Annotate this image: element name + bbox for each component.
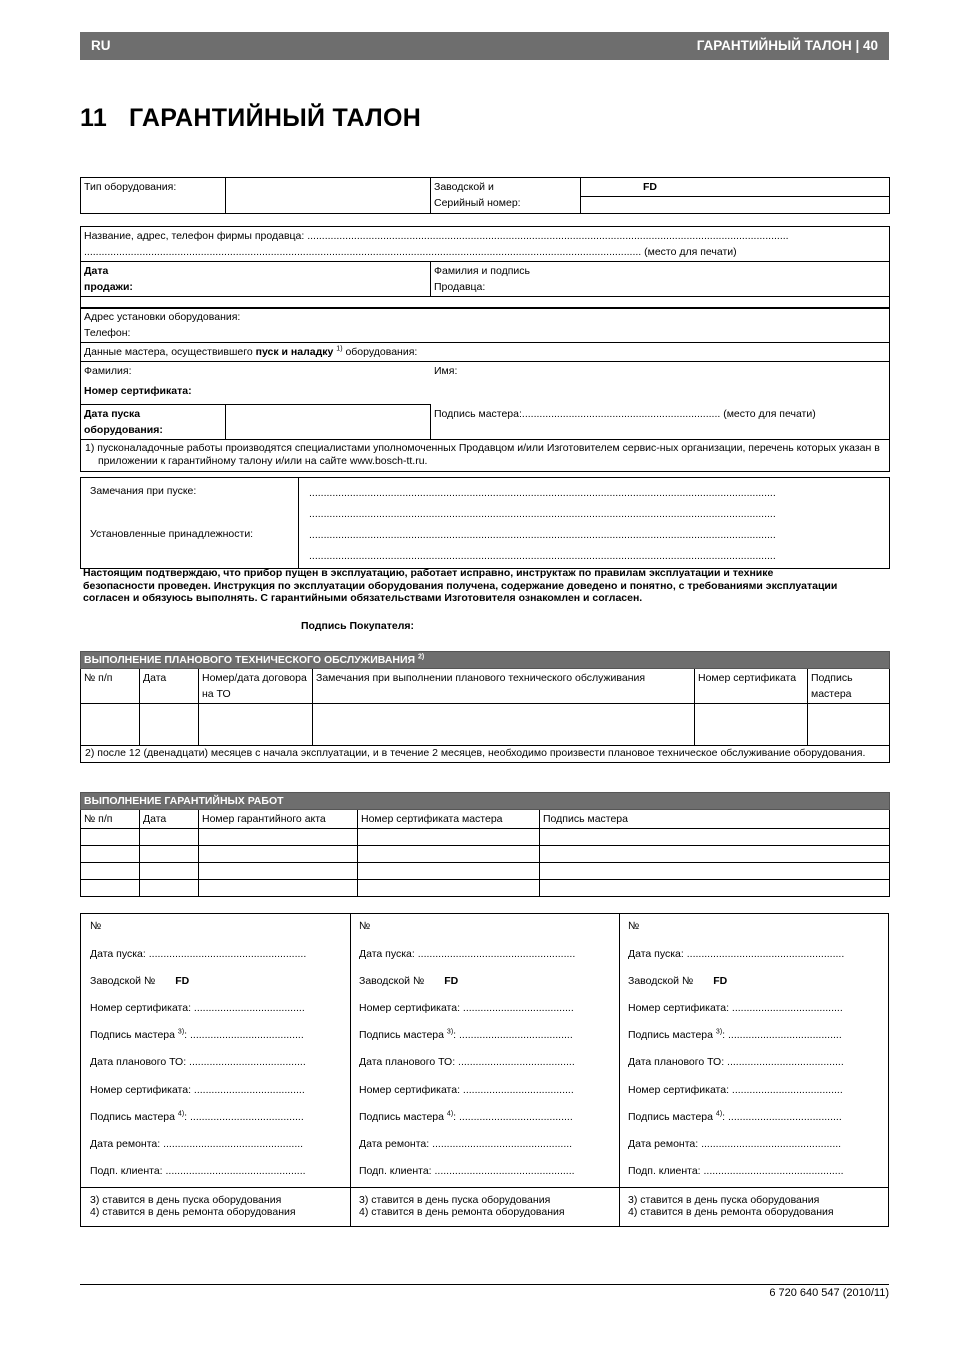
seller-table	[80, 226, 890, 309]
accessories-label: Установленные принадлежности:	[90, 528, 254, 540]
footer-divider	[80, 1284, 889, 1285]
maintenance-table	[80, 651, 890, 763]
start-date-field[interactable]	[226, 405, 431, 440]
warranty-title: ВЫПОЛНЕНИЕ ГАРАНТИЙНЫХ РАБОТ	[81, 793, 890, 810]
seller-name-line: Название, адрес, телефон фирмы продавца: .....................................................................................................................................................................	[84, 230, 789, 242]
mt-col-date: Дата	[140, 669, 199, 704]
remarks-field[interactable]: ................................................................................................................................................................ ................................................................................................................................................................ ................................................................................................................................................................ ................................................................................................................................................................	[299, 478, 890, 569]
remarks-labels	[81, 478, 299, 569]
buyer-signature[interactable]: Подпись Покупателя:	[301, 620, 415, 632]
table-row[interactable]	[81, 846, 890, 863]
seller-sign-cell[interactable]: Фамилия и подпись Продавца:	[431, 262, 890, 297]
master-sign[interactable]: Подпись мастера:.................................................................... (место для печати)	[431, 405, 890, 440]
mt-col-cert: Номер сертификата	[695, 669, 808, 704]
section-title: ГАРАНТИЙНЫЙ ТАЛОН	[129, 104, 422, 132]
sale-date-cell[interactable]: Дата продажи:	[81, 262, 431, 297]
wt-col-sign: Подпись мастера	[540, 810, 890, 829]
mt-col-contract: Номер/дата договора на ТО	[199, 669, 313, 704]
wt-col-cert: Номер сертификата мастера	[358, 810, 540, 829]
wt-col-date: Дата	[140, 810, 199, 829]
maintenance-footnote: 2) после 12 (двенадцати) месяцев с начала эксплуатации, и в течение 2 месяцев, необходимо произвести плановое техническое обслуживание оборудования.	[81, 746, 890, 763]
equipment-table	[80, 177, 890, 214]
tear-off-coupons	[80, 913, 889, 1227]
section-number: 11	[80, 104, 108, 132]
table-row[interactable]	[81, 829, 890, 846]
wt-col-num: № п/п	[81, 810, 140, 829]
seller-dots-line: ............................................................................................................................................................................................... (место для печати)	[84, 246, 737, 258]
maintenance-title: ВЫПОЛНЕНИЕ ПЛАНОВОГО ТЕХНИЧЕСКОГО ОБСЛУЖИВАНИЯ $^{2)}$	[81, 652, 890, 669]
confirmation-text: Настоящим подтверждаю, что прибор пущен в эксплуатацию, работает исправно, инструктаж по правилам эксплуатации и технике безопасности проведен. Инструкция по эксплуатации оборудования получена, содержание доведено и понятно, с требованиями эксплуатации согласен и обязуюсь выполнять. С гарантийными обязательствами Изготовителя ознакомлен и согласен.	[83, 567, 838, 604]
table-row[interactable]	[81, 880, 890, 897]
install-footnote: 1) пусконаладочные работы производятся специалистами уполномоченных Продавцом и/или Изготовителем сервис-ных организации, перечень которых указан в приложении к гарантийному талону и/или на сайте www.bosch-tt.ru.	[81, 440, 890, 472]
equipment-type-field[interactable]	[226, 178, 431, 214]
remarks-table	[80, 477, 890, 569]
serial-prefix[interactable]: FD	[581, 178, 890, 197]
start-date-label: Дата пуска оборудования:	[81, 405, 226, 440]
equipment-type-label: Тип оборудования:	[81, 178, 226, 214]
mt-col-remarks: Замечания при выполнении планового технического обслуживания	[313, 669, 695, 704]
mt-col-num: № п/п	[81, 669, 140, 704]
master-surname[interactable]: Фамилия: Номер сертификата:	[84, 365, 192, 397]
serial-label: Заводской и Серийный номер:	[431, 178, 581, 214]
document-code: 6 720 640 547 (2010/11)	[769, 1287, 889, 1299]
coupon-3[interactable]: № Дата пуска: ...................................................... Заводской № FD Номер сертификата: ...................................... Подпись мастера $^{3)}$: ....................................... Дата планового ТО: ........................................ Номер сертификата: ...................................... Подпись мастера $^{4)}$: ....................................... Дата ремонта: ................................................ Подп. клиента: ................................................ 3) ставится в день пуска оборудования 4) ставится в день ремонта оборудования	[628, 920, 845, 1218]
install-table	[80, 307, 890, 472]
page-header	[80, 32, 889, 60]
page-title	[80, 104, 421, 133]
wt-col-act: Номер гарантийного акта	[199, 810, 358, 829]
seller-info[interactable]	[81, 227, 890, 262]
serial-field[interactable]	[581, 197, 890, 214]
table-row[interactable]	[81, 863, 890, 880]
install-address-cell[interactable]: Адрес установки оборудования: Телефон:	[81, 308, 890, 343]
coupon-2[interactable]: № Дата пуска: ...................................................... Заводской № FD Номер сертификата: ...................................... Подпись мастера $^{3)}$: ....................................... Дата планового ТО: ........................................ Номер сертификата: ...................................... Подпись мастера $^{4)}$: ....................................... Дата ремонта: ................................................ Подп. клиента: ................................................ 3) ставится в день пуска оборудования 4) ставится в день ремонта оборудования	[359, 920, 576, 1218]
header-title: ГАРАНТИЙНЫЙ ТАЛОН | 40	[696, 38, 878, 53]
coupon-1[interactable]: № Дата пуска: ...................................................... Заводской № FD Номер сертификата: ...................................... Подпись мастера $^{3)}$: ....................................... Дата планового ТО: ........................................ Номер сертификата: ...................................... Подпись мастера $^{4)}$: ....................................... Дата ремонта: ................................................ Подп. клиента: ................................................ 3) ставится в день пуска оборудования 4) ставится в день ремонта оборудования	[90, 920, 307, 1218]
mt-col-sign: Подпись мастера	[808, 669, 890, 704]
start-remarks-label: Замечания при пуске:	[90, 485, 197, 497]
table-row[interactable]	[81, 704, 890, 746]
language-code: RU	[91, 38, 111, 53]
master-data-cell: Данные мастера, осуществившего пуск и наладку $^{1)}$ оборудования:	[81, 343, 890, 362]
master-name[interactable]: Имя:	[434, 365, 458, 377]
warranty-works-table	[80, 792, 890, 897]
